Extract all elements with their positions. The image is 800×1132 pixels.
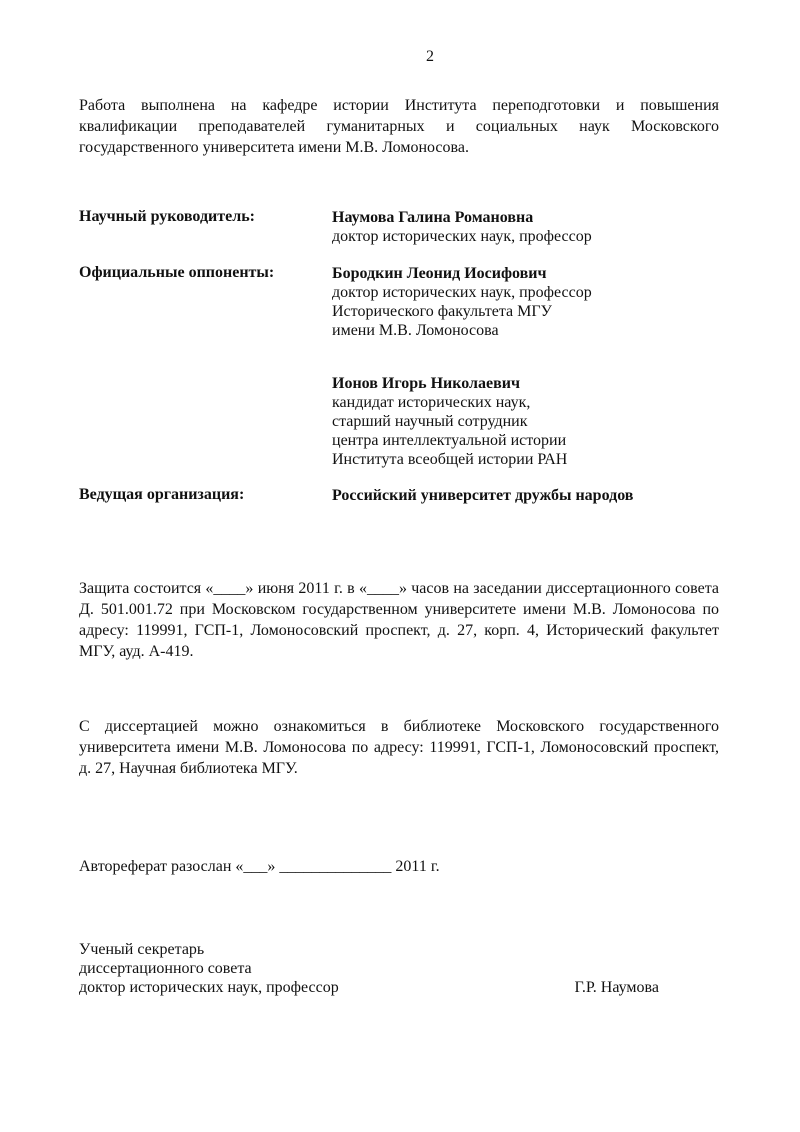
intro-paragraph: Работа выполнена на кафедре истории Института переподготовки и повышения квалификации преподавателей гуманитарных и социальных наук Московского государственного университета имени М.В. Ломоносова. (79, 97, 719, 156)
opponent-2-line: Института всеобщей истории РАН (332, 451, 568, 468)
page-number: 2 (426, 48, 434, 65)
opponent-2-line: старший научный сотрудник (332, 413, 528, 430)
sent-line: Автореферат разослан «___» ______________ 2011 г. (79, 858, 440, 875)
opponent-2-block (332, 374, 567, 469)
signature-line: диссертационного совета (79, 960, 252, 977)
signature-block (79, 940, 659, 997)
defense-paragraph: Защита состоится «____» июня 2011 г. в «____» часов на заседании диссертационного совета Д. 501.001.72 при Московском государственном университете имени М.В. Ломоносова по адресу: 119991, ГСП-1, Ломоносовский проспект, д. 27, корп. 4, Исторический факультет МГУ, ауд. А-419. (79, 580, 719, 660)
opponent-1-line: доктор исторических наук, профессор (332, 284, 592, 301)
opponent-1-line: Исторического факультета МГУ (332, 303, 552, 320)
supervisor-block (332, 208, 592, 246)
signature-line: Ученый секретарь (79, 941, 205, 958)
opponent-1-line: имени М.В. Ломоносова (332, 322, 499, 339)
opponent-2-line: центра интеллектуальной истории (332, 432, 567, 449)
library-paragraph: С диссертацией можно ознакомиться в библиотеке Московского государственного университета имени М.В. Ломоносова по адресу: 119991, ГСП-1, Ломоносовский проспект, д. 27, Научная библиотека МГУ. (79, 718, 719, 777)
signature-line: доктор исторических наук, профессор (79, 979, 339, 996)
signature-name: Г.Р. Наумова (574, 979, 659, 996)
opponents-label: Официальные оппоненты: (79, 264, 275, 281)
supervisor-name: Наумова Галина Романовна (332, 209, 534, 226)
opponent-2-name: Ионов Игорь Николаевич (332, 375, 520, 392)
supervisor-label: Научный руководитель: (79, 208, 255, 225)
leading-org-name: Российский университет дружбы народов (332, 487, 634, 504)
leading-org-label: Ведущая организация: (79, 486, 245, 503)
opponent-2-line: кандидат исторических наук, (332, 394, 531, 411)
opponent-1-name: Бородкин Леонид Иосифович (332, 265, 547, 282)
opponent-1-block (332, 264, 592, 340)
supervisor-line: доктор исторических наук, профессор (332, 228, 592, 245)
